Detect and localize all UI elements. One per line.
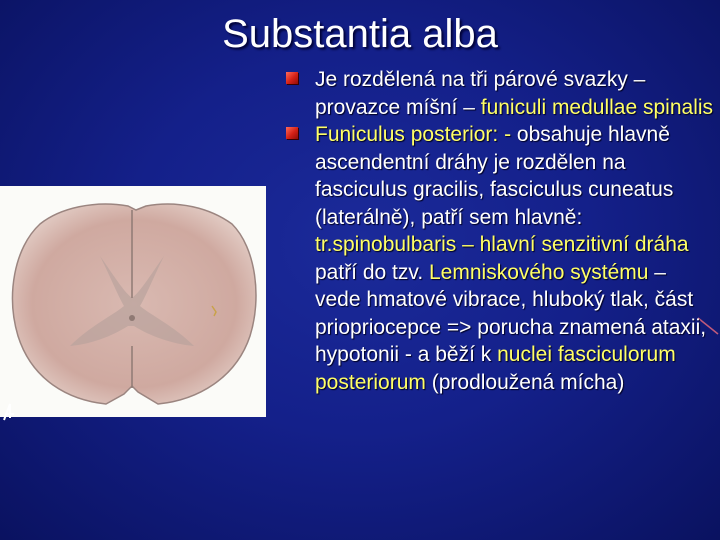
bullet-item	[284, 121, 714, 396]
highlighted-text: nuclei fasciculorum posteriorum	[315, 343, 676, 394]
bullet-text: obsahuje hlavně ascendentní dráhy je rozdělen na fasciculus gracilis, fasciculus cuneatus (laterálně), patří sem hlavně:	[315, 123, 674, 229]
bullet-text: Je rozdělená na tři párové svazky – provazce míšní –	[315, 68, 646, 119]
bullet-list	[284, 66, 714, 396]
slide-title: Substantia alba	[222, 12, 498, 56]
bullet-text: – vede hmatové vibrace, hluboký tlak, část priopriocepce => porucha znamená ataxii, hypotonii - a běží k	[315, 260, 707, 366]
bullet-square-icon	[286, 72, 298, 84]
highlighted-text: Lemniskového systému	[429, 260, 649, 284]
highlighted-text: Funiculus posterior: -	[315, 123, 517, 146]
bullet-square-icon	[286, 127, 298, 139]
highlighted-text: funiculi medullae spinalis	[480, 95, 714, 119]
bullet-text: (prodloužená mícha)	[425, 370, 625, 394]
highlighted-text: tr.spinobulbaris – hlavní senzitivní dráha	[315, 233, 689, 256]
margin-mark-icon	[2, 402, 16, 422]
spinal-cord-section-image	[0, 186, 266, 417]
bullet-item	[284, 66, 714, 121]
bullet-text: patří do tzv.	[315, 260, 429, 284]
